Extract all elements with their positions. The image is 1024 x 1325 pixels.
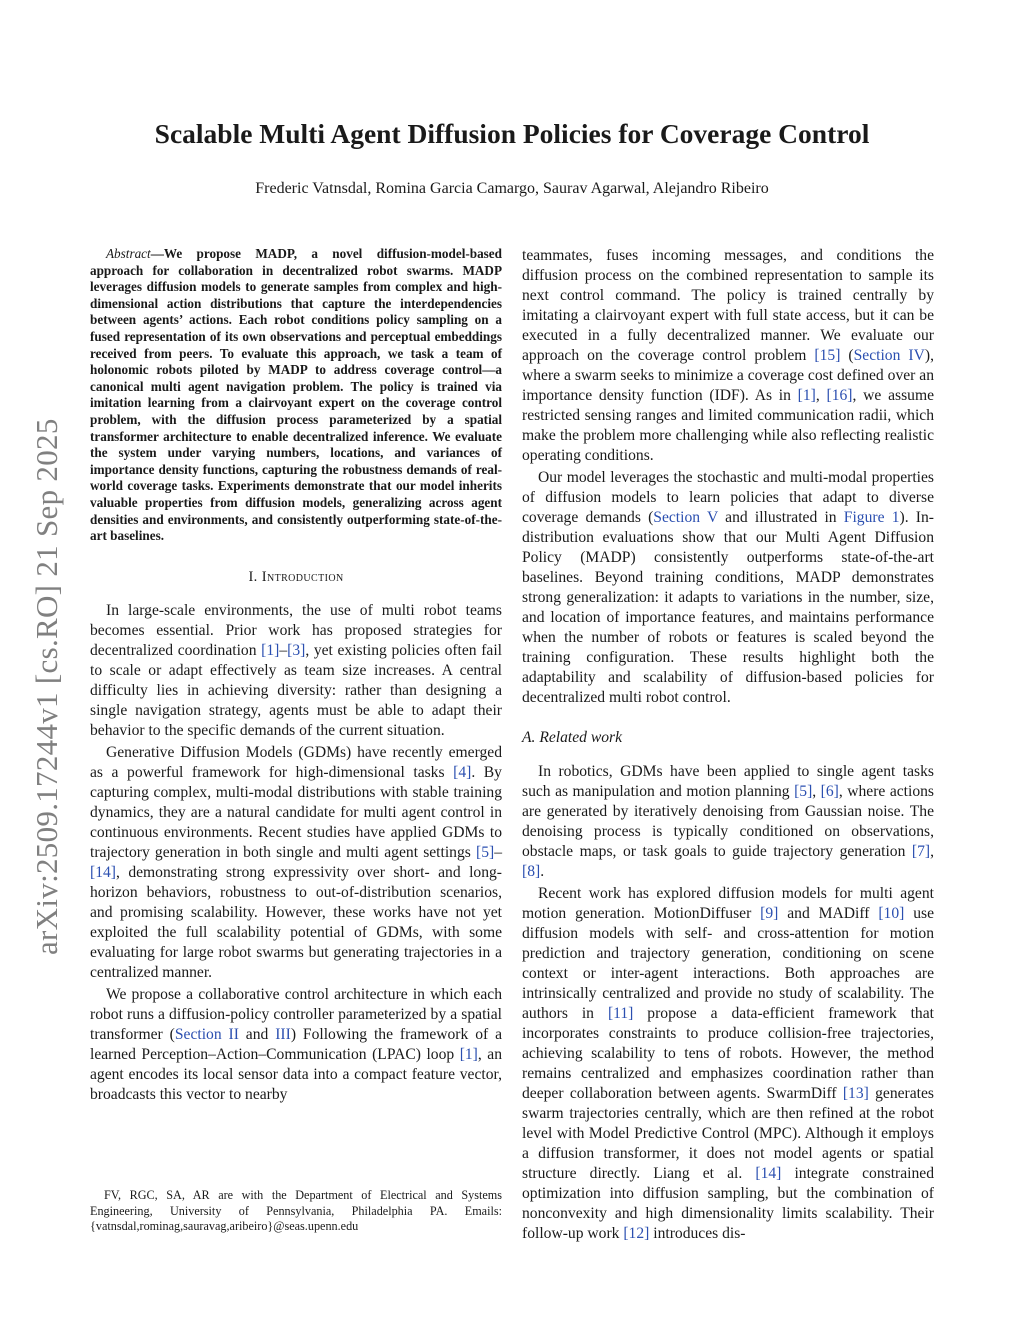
citation-link[interactable]: [7] xyxy=(911,843,931,860)
right-column xyxy=(522,246,934,1244)
citation-link[interactable]: [11] xyxy=(607,1005,634,1022)
section-link[interactable]: Section II xyxy=(174,1025,239,1043)
affiliation-footnote xyxy=(90,1188,502,1235)
citation-link[interactable]: [1] xyxy=(459,1045,478,1063)
citation-link[interactable]: [12] xyxy=(623,1225,650,1242)
citation-link[interactable]: [4] xyxy=(453,763,472,781)
citation-link[interactable]: [8] xyxy=(522,863,541,880)
citation-link[interactable]: [5] xyxy=(476,843,495,861)
left-column xyxy=(90,246,502,1105)
abstract-label: Abstract xyxy=(106,246,151,261)
related-paragraph-1: In robotics, GDMs have been applied to single agent tasks such as manipulation and motion planning [5], [6], where actions are generated by iteratively denoising from Gaussian noise. The denoising process is typically conditioned on observations, obstacle maps, or task goals to guide trajectory generation [7], [8]. xyxy=(522,763,934,880)
citation-link[interactable]: [1] xyxy=(797,387,816,404)
citation-link[interactable]: [3] xyxy=(287,641,306,659)
citation-link[interactable]: [1] xyxy=(261,641,280,659)
footnote-text: FV, RGC, SA, AR are with the Department of Electrical and Systems Engineering, University of Pennsylvania, Philadelphia PA. Emails: {vatnsdal,rominag,sauravag,aribeiro}@seas.upenn.edu xyxy=(90,1188,502,1233)
section-link[interactable]: Section IV xyxy=(853,347,925,364)
citation-link[interactable]: [14] xyxy=(755,1165,782,1182)
citation-link[interactable]: [16] xyxy=(826,387,853,404)
citation-link[interactable]: [6] xyxy=(820,783,839,800)
abstract-text: We propose MADP, a novel diffusion-model-based approach for collaboration in decentralized robot swarms. MADP leverages diffusion models to generate samples from complex and high-dimensional action distributions that capture the interdependencies between agents’ actions. Each robot conditions policy sampling on a fused representation of its own observations and perceptual embeddings received from peers. To evaluate this approach, we task a team of holonomic robots piloted by MADP to address coverage control—a canonical multi agent navigation problem. The policy is trained via imitation learning from a clairvoyant expert on the coverage control problem, with the diffusion process parameterized by a spatial transformer architecture to enable decentralized inference. We evaluate the system under varying numbers, locations, and variances of importance density functions, capturing the robustness demands of real-world coverage tasks. Experiments demonstrate that our model inherits valuable properties from diffusion models, generalizing across agent densities and environments, and consistently outperforming state-of-the-art baselines. xyxy=(90,246,502,544)
intro-paragraph-2: Generative Diffusion Models (GDMs) have recently emerged as a powerful framework for high-dimensional tasks [4]. By capturing complex, multi-modal distributions with stable training dynamics, they are a natural candidate for multi agent control in continuous environments. Recent studies have applied GDMs to trajectory generation in both single and multi agent settings [5]–[14], demonstrating strong expressivity over short- and long-horizon behaviors, robustness to out-of-distribution scenarios, and promising scalability. However, these works have not yet exploited the full scalability potential of GDMs, with some evaluating for large robot swarms but generating trajectories in a centralized manner. xyxy=(90,743,502,981)
citation-link[interactable]: [15] xyxy=(814,347,841,364)
section-link[interactable]: Section V xyxy=(653,509,718,526)
related-paragraph-2: Recent work has explored diffusion models for multi agent motion generation. MotionDiffuser [9] and MADiff [10] use diffusion models with self- and cross-attention for motion prediction and trajectory generation, conditioning on scene context or inter-agent interactions. Both approaches are intrinsically centralized and provide no study of scalability. The authors in [11] propose a data-efficient framework that incorporates constraints to produce collision-free trajectories, achieving scalability to tens of robots. However, the method remains centralized and emphasizes coordination rather than deeper collaboration between agents. SwarmDiff [13] generates swarm trajectories centrally, which are then refined at the robot level with Model Predictive Control (MPC). Although it employs a diffusion transformer, it does not model agents or spatial structure directly. Liang et al. [14] integrate constrained optimization into diffusion sampling, but the combination of nonconvexity and high dimensionality limits scalability. Their follow-up work [12] introduces dis- xyxy=(522,885,934,1242)
figure-link[interactable]: Figure 1 xyxy=(843,509,900,526)
intro-paragraph-3: We propose a collaborative control architecture in which each robot runs a diffusion-policy controller parameterized by a spatial transformer (Section II and III) Following the framework of a learned Perception–Action–Communication (LPAC) loop [1], an agent encodes its local sensor data into a compact feature vector, broadcasts this vector to nearby xyxy=(90,985,503,1103)
citation-link[interactable]: [13] xyxy=(842,1085,869,1102)
citation-link[interactable]: [10] xyxy=(878,905,905,922)
right-paragraph-1: teammates, fuses incoming messages, and conditions the diffusion process on the combined representation to sample its next control command. The policy is trained centrally by imitating a clairvoyant expert with full state access, but it can be executed in a fully decentralized manner. We evaluate our approach on the coverage control problem [15] (Section IV), where a swarm seeks to minimize a coverage cost defined over an importance density function (IDF). As in [1], [16], we assume restricted sensing ranges and limited communication radii, which make the problem more challenging while also reflecting realistic operating conditions. xyxy=(522,247,934,464)
section-heading-introduction: I. Introduction xyxy=(248,568,344,585)
subsection-heading-related-work: A. Related work xyxy=(522,729,623,746)
abstract-dash: — xyxy=(150,246,164,261)
citation-link[interactable]: [5] xyxy=(794,783,813,800)
right-paragraph-2: Our model leverages the stochastic and multi-modal properties of diffusion models to learn policies that adapt to diverse coverage demands (Section V and illustrated in Figure 1). In-distribution evaluations show that our Multi Agent Diffusion Policy (MADP) consistently outperforms state-of-the-art baselines. Beyond training conditions, MADP demonstrates strong generalization: it adapts to variations in the number, size, and location of importance features, and maintains performance when the number of robots or features is scaled beyond the training configuration. These results highlight both the adaptability and scalability of diffusion-based policies for decentralized multi robot control. xyxy=(522,469,934,706)
citation-link[interactable]: [9] xyxy=(760,905,779,922)
intro-paragraph-1: In large-scale environments, the use of multi robot teams becomes essential. Prior work has proposed strategies for decentralized coordination [1]–[3], yet existing policies often fail to scale or adapt effectively as team size increases. A central difficulty lies in achieving diversity: rather than designing a single navigation strategy, agents must be able to adapt their behavior to the specific demands of the current situation. xyxy=(90,601,502,739)
citation-link[interactable]: [14] xyxy=(90,863,116,881)
abstract xyxy=(90,246,502,545)
section-link[interactable]: III xyxy=(275,1025,291,1043)
author-list: Frederic Vatnsdal, Romina Garcia Camargo, Saurav Agarwal, Alejandro Ribeiro xyxy=(255,180,769,197)
paper-title: Scalable Multi Agent Diffusion Policies for Coverage Control xyxy=(154,118,870,149)
arxiv-identifier-stamp[interactable]: arXiv:2509.17244v1 [cs.RO] 21 Sep 2025 xyxy=(29,418,64,955)
